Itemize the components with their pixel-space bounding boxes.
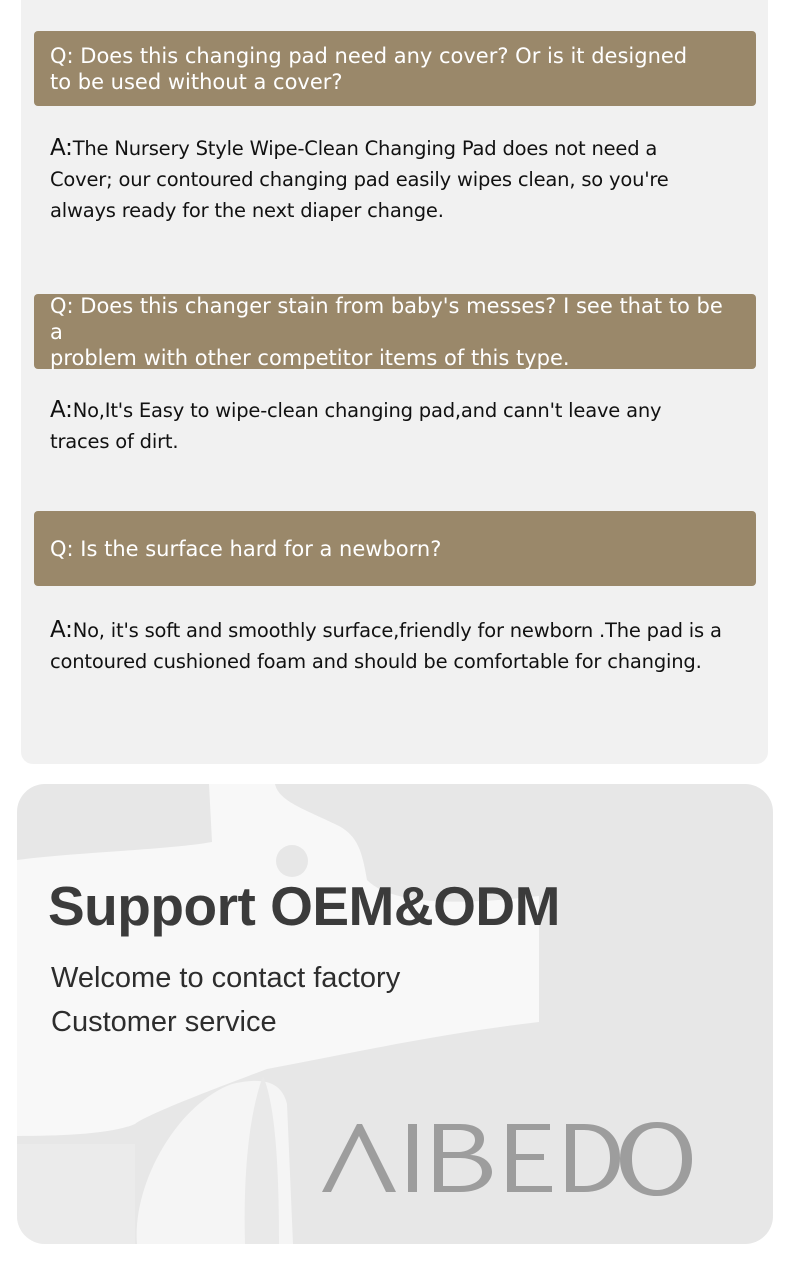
faq-panel [21,0,768,764]
faq-answer-1-line-3: always ready for the next diaper change. [50,199,444,222]
oem-service-line: Customer service [51,1006,277,1038]
faq-question-2-line-1: Q: Does this changer stain from baby's messes? I see that to be a [50,293,723,344]
faq-answer-2 [50,395,768,457]
faq-question-1-line-2: to be used without a cover? [50,69,343,94]
faq-answer-1-lead: A: [50,135,73,161]
faq-answer-3-line-2: contoured cushioned foam and should be comfortable for changing. [50,650,702,673]
faq-question-1 [34,31,756,106]
faq-answer-1 [50,133,768,226]
oem-contact-line: Welcome to contact factory [51,962,401,994]
oem-card [17,784,773,1244]
faq-answer-2-line-2: traces of dirt. [50,430,179,453]
faq-answer-3 [50,615,768,677]
oem-title: Support OEM&ODM [48,875,560,937]
faq-question-3 [34,511,756,586]
faq-answer-1-line-2: Cover; our contoured changing pad easily wipes clean, so you're [50,168,669,191]
faq-answer-3-line-1: No, it's soft and smoothly surface,friendly for newborn .The pad is a [72,619,722,642]
faq-answer-2-lead: A: [50,397,73,423]
faq-answer-3-lead: A: [50,617,73,643]
faq-answer-2-line-1: No,It's Easy to wipe-clean changing pad,and cann't leave any [72,399,662,422]
faq-question-3-line-1: Q: Is the surface hard for a newborn? [50,536,442,561]
brand-logo [322,1122,692,1196]
faq-answer-1-line-1: The Nursery Style Wipe-Clean Changing Pad does not need a [72,137,658,160]
faq-question-2 [34,294,756,369]
faq-question-2-line-2: problem with other competitor items of this type. [50,345,570,370]
faq-question-1-line-1: Q: Does this changing pad need any cover? Or is it designed [50,43,688,68]
